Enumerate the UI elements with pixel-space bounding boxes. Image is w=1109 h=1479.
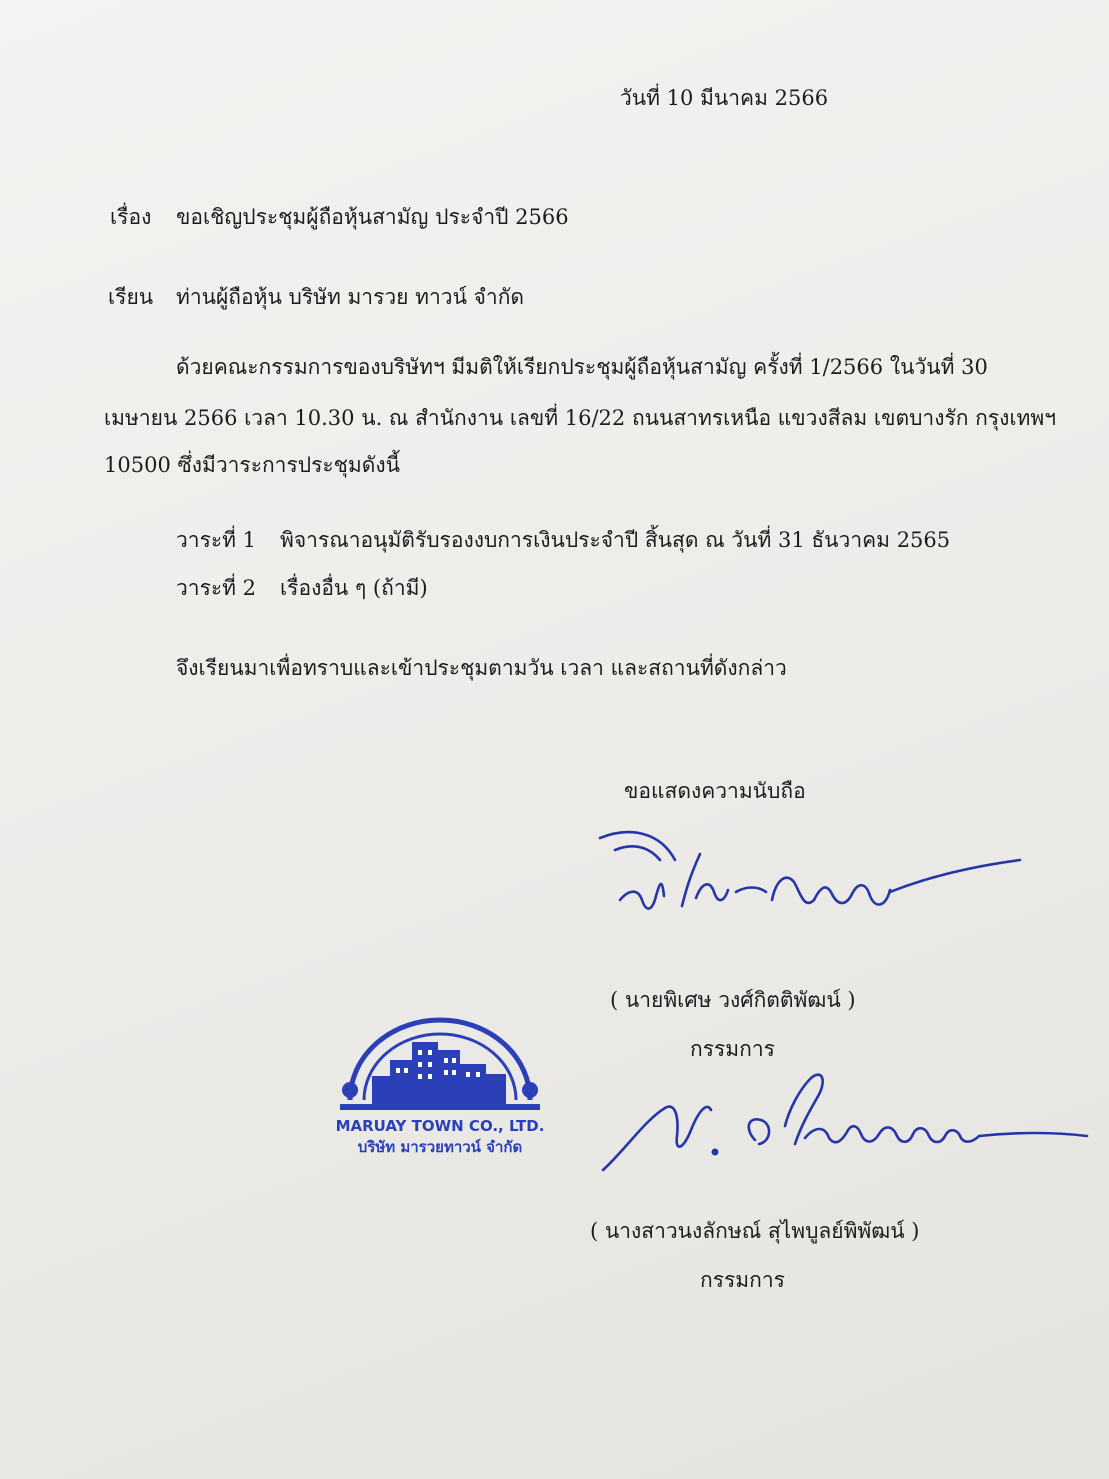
signature-1 [590, 820, 1040, 930]
agenda-item-2-number: วาระที่ 2 [176, 576, 257, 600]
agenda-item-1-number: วาระที่ 1 [176, 528, 257, 552]
signature-2 [595, 1060, 1095, 1180]
regards-text: ขอแสดงความนับถือ [624, 779, 806, 803]
company-stamp [320, 1010, 560, 1160]
stamp-line-1: MARUAY TOWN CO., LTD. [335, 1117, 545, 1135]
subject-text: ขอเชิญประชุมผู้ถือหุ้นสามัญ ประจำปี 2566 [176, 205, 569, 229]
body-line-2: เมษายน 2566 เวลา 10.30 น. ณ สำนักงาน เลขที่ 16/22 ถนนสาทรเหนือ แขวงสีลม เขตบางรัก กรุงเทพฯ [104, 406, 1057, 430]
agenda-item-2-text: เรื่องอื่น ๆ (ถ้ามี) [280, 576, 428, 600]
recipient-text: ท่านผู้ถือหุ้น บริษัท มารวย ทาวน์ จำกัด [176, 285, 525, 309]
signatory-1-name: ( นายพิเศษ วงศ์กิตติพัฒน์ ) [610, 988, 856, 1012]
body-line-3: 10500 ซึ่งมีวาระการประชุมดังนี้ [104, 453, 400, 477]
subject-label: เรื่อง [110, 205, 152, 229]
agenda-item-1-text: พิจารณาอนุมัติรับรองงบการเงินประจำปี สิ้นสุด ณ วันที่ 31 ธันวาคม 2565 [280, 528, 951, 552]
letter-date: วันที่ 10 มีนาคม 2566 [620, 86, 829, 110]
closing-line: จึงเรียนมาเพื่อทราบและเข้าประชุมตามวัน เวลา และสถานที่ดังกล่าว [176, 656, 787, 680]
body-line-1: ด้วยคณะกรรมการของบริษัทฯ มีมติให้เรียกประชุมผู้ถือหุ้นสามัญ ครั้งที่ 1/2566 ในวันที่ 30 [176, 355, 988, 379]
signatory-1-position: กรรมการ [690, 1037, 775, 1061]
signatory-2-position: กรรมการ [700, 1268, 785, 1292]
recipient-label: เรียน [108, 285, 154, 309]
stamp-line-2: บริษัท มารวยทาวน์ จำกัด [357, 1138, 523, 1156]
signatory-2-name: ( นางสาวนงลักษณ์ สุไพบูลย์พิพัฒน์ ) [590, 1219, 920, 1243]
